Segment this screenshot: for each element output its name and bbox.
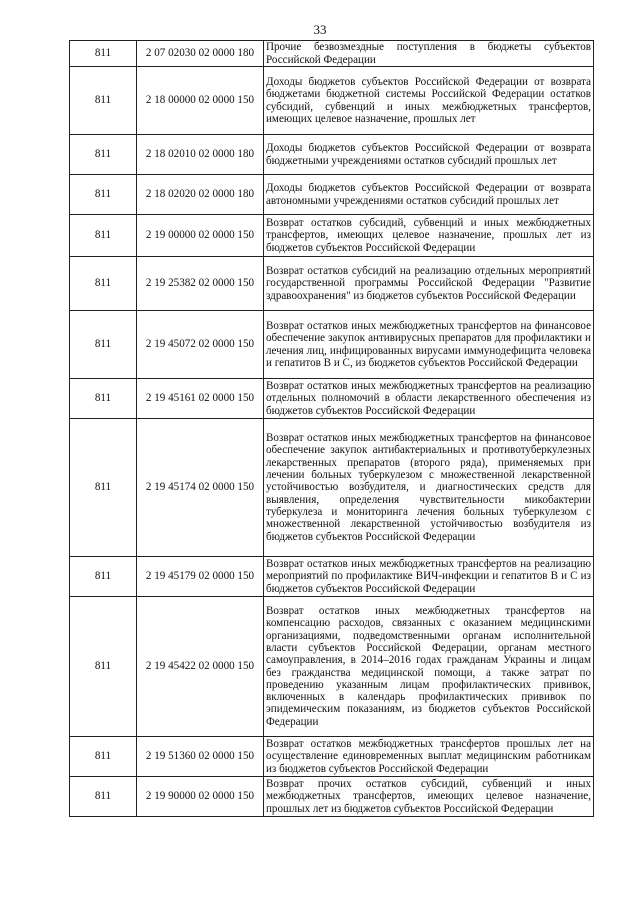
description-cell: Возврат остатков иных межбюджетных трансфертов на финансовое обеспечение закупок антибактериальных и противотуберкулезных лекарственных препаратов (второго ряда), применяемых при лечении больных туберкулезом с множественной лекарственной устойчивостью возбудителя, и диагностических средств для выявления, определения чувствительности микобактерии туберкулеза и мониторинга лечения больных туберкулезом с множественной лекарственной устойчивостью возбудителя из бюджетов субъектов Российской Федерации xyxy=(264,419,594,557)
table-row xyxy=(70,257,594,311)
description-cell: Возврат остатков межбюджетных трансфертов прошлых лет на осуществление единовременных выплат медицинским работникам из бюджетов субъектов Российской Федерации xyxy=(264,737,594,777)
table-row xyxy=(70,215,594,257)
admin-code-cell: 811 xyxy=(70,41,137,67)
description-cell: Возврат прочих остатков субсидий, субвенций и иных межбюджетных трансфертов, имеющих целевое назначение, прошлых лет из бюджетов субъектов Российской Федерации xyxy=(264,777,594,817)
budget-code-cell: 2 19 90000 02 0000 150 xyxy=(137,777,264,817)
admin-code-cell: 811 xyxy=(70,135,137,175)
description-cell: Возврат остатков субсидий, субвенций и иных межбюджетных трансфертов, имеющих целевое назначение, прошлых лет из бюджетов субъектов Российской Федерации xyxy=(264,215,594,257)
budget-code-cell: 2 18 02020 02 0000 180 xyxy=(137,175,264,215)
admin-code-cell: 811 xyxy=(70,737,137,777)
table-row xyxy=(70,41,594,67)
table-row xyxy=(70,311,594,379)
budget-code-cell: 2 19 25382 02 0000 150 xyxy=(137,257,264,311)
description-cell: Доходы бюджетов субъектов Российской Федерации от возврата бюджетами бюджетной системы Российской Федерации остатков субсидий, субвенций и иных межбюджетных трансфертов, имеющих целевое назначение, прошлых лет xyxy=(264,67,594,135)
description-cell: Прочие безвозмездные поступления в бюджеты субъектов Российской Федерации xyxy=(264,41,594,67)
budget-code-cell: 2 18 02010 02 0000 180 xyxy=(137,135,264,175)
table-row xyxy=(70,737,594,777)
admin-code-cell: 811 xyxy=(70,379,137,419)
table-row xyxy=(70,135,594,175)
admin-code-cell: 811 xyxy=(70,67,137,135)
budget-code-cell: 2 19 00000 02 0000 150 xyxy=(137,215,264,257)
budget-code-cell: 2 19 45161 02 0000 150 xyxy=(137,379,264,419)
table-row xyxy=(70,175,594,215)
description-cell: Возврат остатков иных межбюджетных трансфертов на финансовое обеспечение закупок антивирусных препаратов для профилактики и лечения лиц, инфицированных вирусами иммунодефицита человека и гепатитов В и С, из бюджетов субъектов Российской Федерации xyxy=(264,311,594,379)
table-row xyxy=(70,557,594,597)
description-cell: Возврат остатков иных межбюджетных трансфертов на реализацию мероприятий по профилактике ВИЧ-инфекции и гепатитов В и С из бюджетов субъектов Российской Федерации xyxy=(264,557,594,597)
budget-code-cell: 2 19 45174 02 0000 150 xyxy=(137,419,264,557)
admin-code-cell: 811 xyxy=(70,311,137,379)
description-cell: Доходы бюджетов субъектов Российской Федерации от возврата бюджетными учреждениями остатков субсидий прошлых лет xyxy=(264,135,594,175)
description-cell: Доходы бюджетов субъектов Российской Федерации от возврата автономными учреждениями остатков субсидий прошлых лет xyxy=(264,175,594,215)
description-cell: Возврат остатков иных межбюджетных трансфертов на реализацию отдельных полномочий в области лекарственного обеспечения из бюджетов субъектов Российской Федерации xyxy=(264,379,594,419)
table-row xyxy=(70,379,594,419)
description-cell: Возврат остатков иных межбюджетных трансфертов на компенсацию расходов, связанных с оказанием медицинскими организациями, подведомственными органам исполнительной власти субъектов Российской Федерации, органам местного самоуправления, в 2014–2016 годах гражданам Украины и лицам без гражданства медицинской помощи, а также затрат по проведению указанным лицам профилактических прививок, включенных в календарь профилактических прививок по эпидемическим показаниям, из бюджетов субъектов Российской Федерации xyxy=(264,597,594,737)
description-cell: Возврат остатков субсидий на реализацию отдельных мероприятий государственной программы Российской Федерации "Развитие здравоохранения" из бюджетов субъектов Российской Федерации xyxy=(264,257,594,311)
admin-code-cell: 811 xyxy=(70,215,137,257)
budget-code-cell: 2 18 00000 02 0000 150 xyxy=(137,67,264,135)
table-row xyxy=(70,597,594,737)
admin-code-cell: 811 xyxy=(70,257,137,311)
table-row xyxy=(70,67,594,135)
budget-code-cell: 2 19 45072 02 0000 150 xyxy=(137,311,264,379)
table-row xyxy=(70,777,594,817)
admin-code-cell: 811 xyxy=(70,777,137,817)
table-row xyxy=(70,419,594,557)
budget-classification-table xyxy=(69,40,594,817)
admin-code-cell: 811 xyxy=(70,419,137,557)
budget-code-cell: 2 19 45422 02 0000 150 xyxy=(137,597,264,737)
budget-code-cell: 2 19 45179 02 0000 150 xyxy=(137,557,264,597)
budget-code-cell: 2 07 02030 02 0000 180 xyxy=(137,41,264,67)
page-number: 33 xyxy=(313,22,327,37)
admin-code-cell: 811 xyxy=(70,175,137,215)
admin-code-cell: 811 xyxy=(70,557,137,597)
admin-code-cell: 811 xyxy=(70,597,137,737)
budget-code-cell: 2 19 51360 02 0000 150 xyxy=(137,737,264,777)
